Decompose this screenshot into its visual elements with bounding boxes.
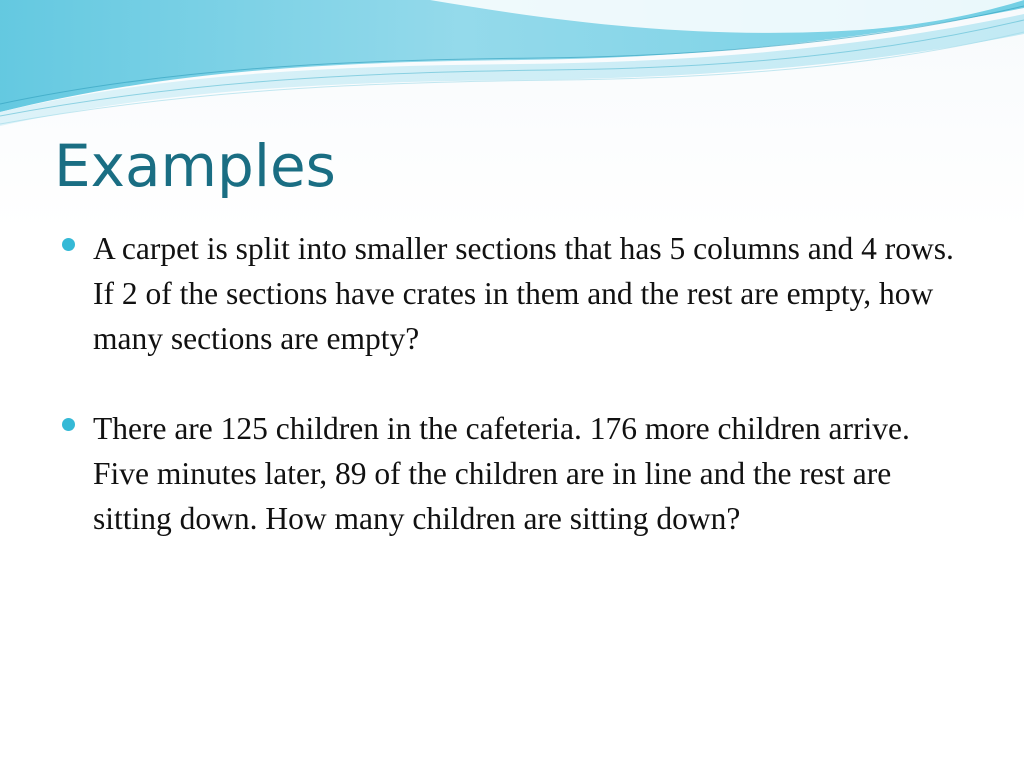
bullet-item-carpet-problem (62, 226, 962, 361)
bullet-text: There are 125 children in the cafeteria. 176 more children arrive. Five minutes later, 89 of the children are in line and the rest are sitting down. How many children are sitting down? (93, 411, 910, 536)
bullet-marker-icon (62, 418, 75, 431)
bullet-text: A carpet is split into smaller sections that has 5 columns and 4 rows. If 2 of the sections have crates in them and the rest are empty, how many sections are empty? (93, 231, 954, 356)
bullet-item-cafeteria-problem (62, 406, 962, 541)
bullet-list (62, 226, 962, 586)
slide-title: Examples (54, 132, 336, 200)
header-wave-decoration (0, 0, 1024, 130)
bullet-marker-icon (62, 238, 75, 251)
